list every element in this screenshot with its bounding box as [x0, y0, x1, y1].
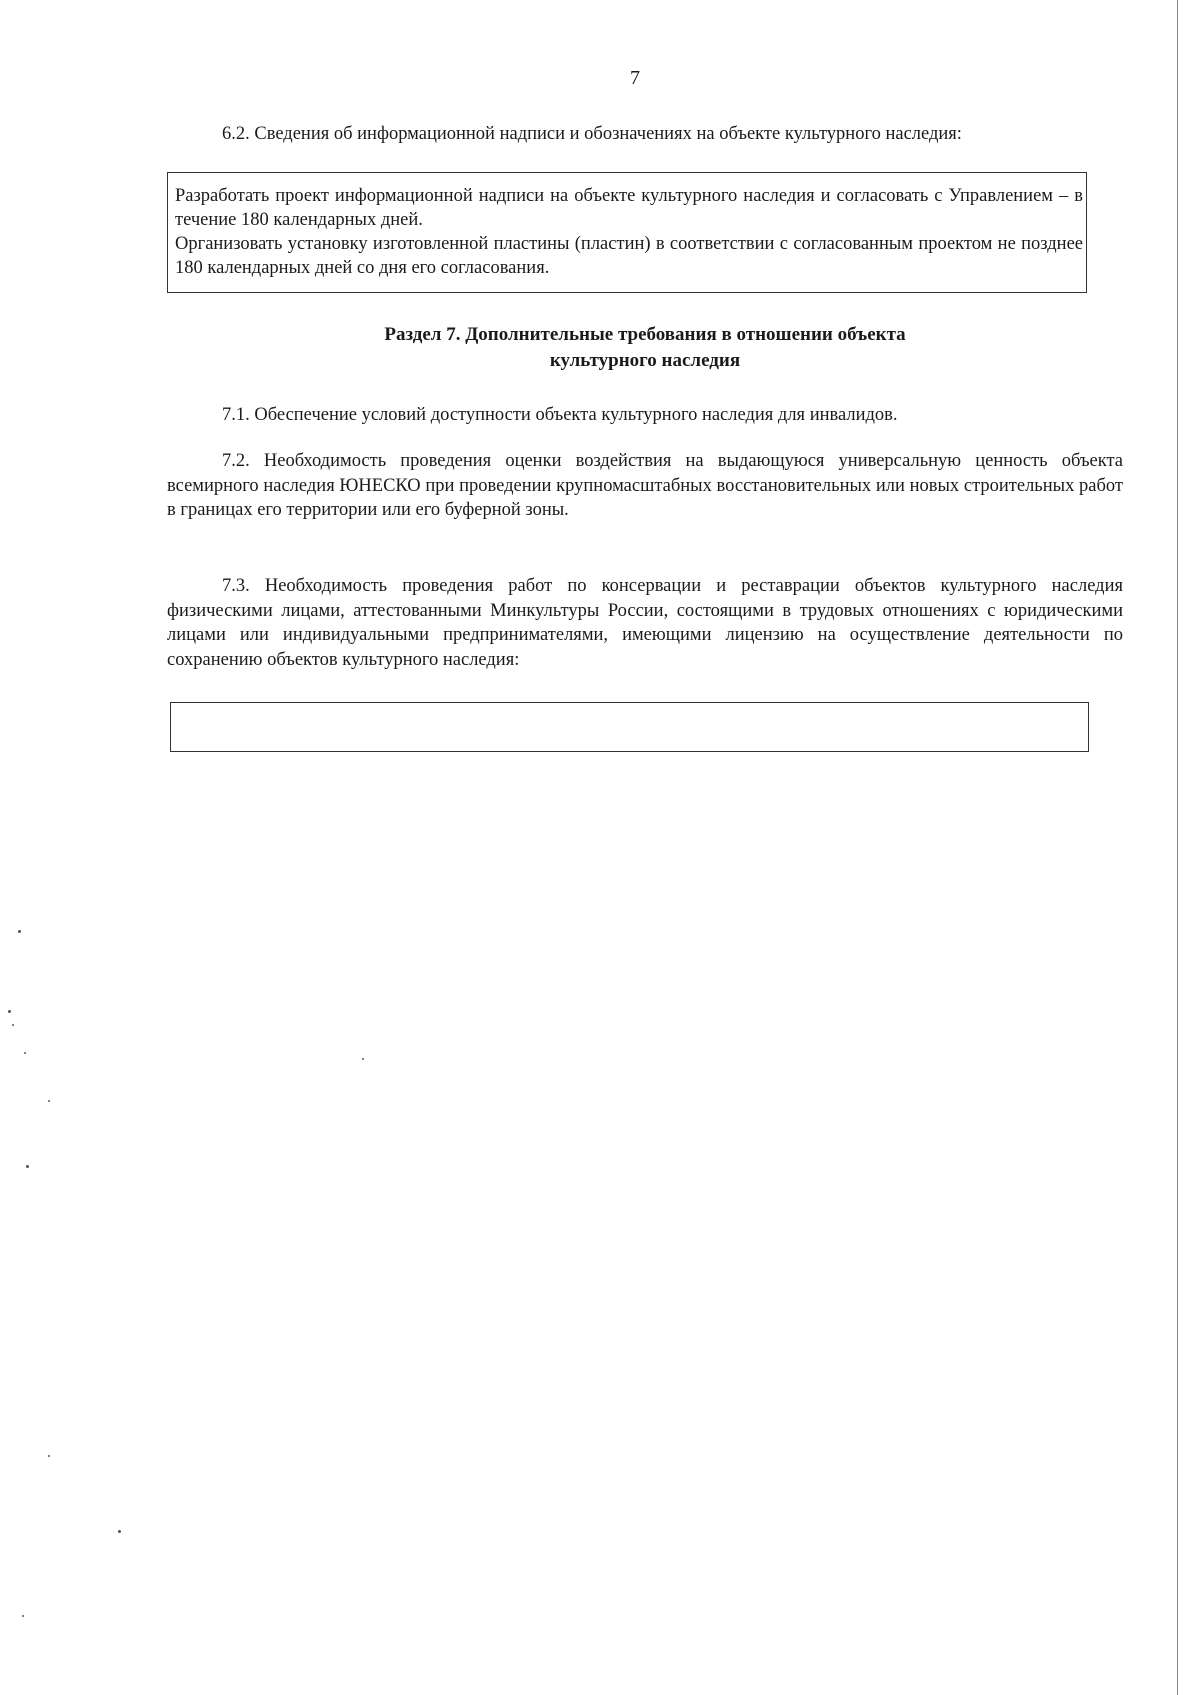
scan-page-edge [1177, 0, 1178, 1695]
scan-speck [18, 930, 21, 933]
info-inscription-line-1: Разработать проект информационной надписи на объекте культурного наследия и согласовать с Управлением – в течение 180 календарных дней. [175, 186, 1083, 230]
scan-speck [22, 1615, 24, 1617]
section-7-title [167, 322, 1123, 374]
section-7-title-line-2: культурного наследия [549, 350, 741, 371]
scan-speck [8, 1010, 11, 1013]
section-7-title-line-1: Раздел 7. Дополнительные требования в отношении объекта [384, 324, 906, 345]
scan-speck [24, 1052, 26, 1054]
scan-speck [26, 1165, 29, 1168]
page-number: 7 [630, 67, 640, 89]
scan-speck [118, 1530, 121, 1533]
scan-speck [48, 1455, 50, 1457]
scan-speck [12, 1024, 14, 1026]
info-inscription-box-text [175, 184, 1083, 280]
paragraph-7-3: 7.3. Необходимость проведения работ по консервации и реставрации объектов культурного наследия физическими лицами, аттестованными Минкультуры России, состоящими в трудовых отношениях с юридическими лицами или индивидуальными предпринимателями, имеющими лицензию на осуществление деятельности по сохранению объектов культурного наследия: [167, 576, 1123, 670]
restoration-requirements-box [170, 702, 1089, 752]
scan-speck [362, 1058, 364, 1060]
paragraph-7-2: 7.2. Необходимость проведения оценки воздействия на выдающуюся универсальную ценность объекта всемирного наследия ЮНЕСКО при проведении крупномасштабных восстановительных или новых строительных работ в границах его территории или его буферной зоны. [167, 451, 1123, 520]
scan-speck [48, 1100, 50, 1102]
paragraph-7-1: 7.1. Обеспечение условий доступности объекта культурного наследия для инвалидов. [222, 405, 898, 425]
info-inscription-line-2: Организовать установку изготовленной пластины (пластин) в соответствии с согласованным проектом не позднее 180 календарных дней со дня его согласования. [175, 234, 1083, 278]
section-6-2-heading: 6.2. Сведения об информационной надписи и обозначениях на объекте культурного наследия: [222, 124, 962, 144]
